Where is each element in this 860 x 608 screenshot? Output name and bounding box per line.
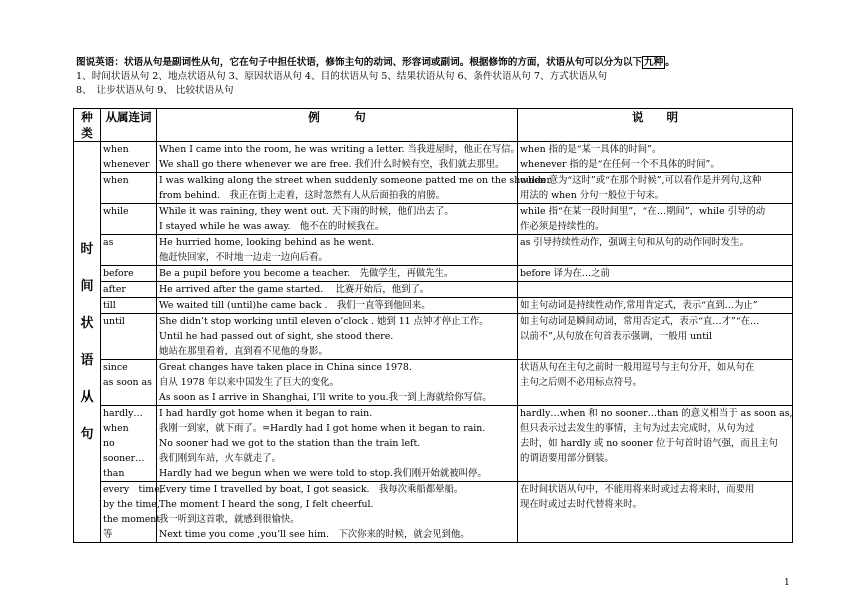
- example-line: 他赶快回家，不时地一边走一边向后看。: [159, 252, 328, 263]
- example-line: We waited till (until)he came back . 我们一直等到他回来。: [159, 300, 431, 311]
- table-row: [74, 235, 793, 266]
- category-cell: [74, 142, 101, 543]
- note-cell: [518, 142, 793, 173]
- note-line: 以前不”,从句放在句首表示强调，一般用 until: [520, 331, 712, 342]
- example-line: While it was raining, they went out. 天下雨的时候，他们出去了。: [159, 206, 454, 217]
- note-line: 状语从句在主句之前时一般用逗号与主句分开，如从句在: [520, 362, 755, 373]
- intro-paragraph: [76, 56, 796, 98]
- note-line: 作必须是持续性的。: [520, 221, 605, 232]
- note-cell: [518, 235, 793, 266]
- example-line: 我刚一到家，就下雨了。=Hardly had I got home when it began to rain.: [159, 423, 486, 434]
- note-line: while 指“在某一段时间里”，“在…期间”，while 引导的动: [520, 206, 766, 217]
- example-line: Hardly had we begun when we were told to stop.我们刚开始就被叫停。: [159, 468, 487, 479]
- table-row: [74, 173, 793, 204]
- example-cell: [157, 406, 518, 482]
- example-line: from behind. 我正在街上走着，这时忽然有人从后面拍我的肩膀。: [159, 190, 446, 201]
- note-line: 现在时或过去时代替将来时。: [520, 499, 642, 510]
- conjunction-line: until: [103, 316, 125, 327]
- intro-boxed-text: 九种: [644, 57, 664, 68]
- page-number: 1: [784, 578, 790, 588]
- note-line: hardly…when 和 no sooner…than 的意义相当于 as soon as,: [520, 408, 793, 419]
- header-example: 例 句: [157, 109, 518, 142]
- note-cell: [518, 173, 793, 204]
- conjunction-cell: [101, 282, 157, 298]
- note-line: 如主句动词是持续性动作,常用肯定式，表示“直到…为止”: [520, 300, 758, 311]
- conjunction-cell: [101, 406, 157, 482]
- table-row: [74, 204, 793, 235]
- conjunction-line: every time,: [103, 484, 163, 495]
- example-line: 自从 1978 年以来中国发生了巨大的变化。: [159, 377, 339, 388]
- conjunction-cell: [101, 314, 157, 360]
- conjunction-line: while: [103, 206, 129, 217]
- category-char: 句: [80, 427, 94, 442]
- note-line: 但只表示过去发生的事情，主句为过去完成时，从句为过: [520, 423, 755, 434]
- table-row: [74, 142, 793, 173]
- note-line: 如主句动词是瞬间动词，常用否定式，表示“直…才”“在…: [520, 316, 760, 327]
- note-cell: [518, 282, 793, 298]
- example-line: As soon as I arrive in Shanghai, I’ll write to you.我一到上海就给你写信。: [159, 392, 492, 403]
- table-body: [74, 142, 793, 543]
- conjunction-line: by the time,: [103, 499, 160, 510]
- note-cell: [518, 266, 793, 282]
- example-line: I had hardly got home when it began to rain.: [159, 408, 373, 419]
- note-cell: [518, 204, 793, 235]
- conjunction-cell: [101, 173, 157, 204]
- conjunction-line: when: [103, 423, 129, 434]
- example-cell: [157, 204, 518, 235]
- table-row: [74, 298, 793, 314]
- note-cell: [518, 406, 793, 482]
- note-line: as 引导持续性动作，强调主句和从句的动作同时发生。: [520, 237, 750, 248]
- example-cell: [157, 173, 551, 204]
- note-cell: [518, 360, 793, 406]
- conjunction-line: whenever: [103, 159, 150, 170]
- category-char: 时: [80, 242, 94, 257]
- conjunction-line: after: [103, 284, 126, 295]
- conjunction-cell: [101, 360, 157, 406]
- note-line: before 译为在…之前: [520, 268, 610, 279]
- example-cell: [157, 235, 518, 266]
- conjunction-line: when: [103, 175, 129, 186]
- example-cell: [157, 482, 518, 543]
- table-row: [74, 406, 793, 482]
- table-header-row: [74, 109, 793, 142]
- example-line: No sooner had we got to the station than the train left.: [159, 438, 421, 449]
- example-cell: [157, 282, 518, 298]
- note-line: 用法的 when 分句一般位于句末。: [520, 190, 665, 201]
- header-category: 种类: [74, 109, 101, 142]
- intro-line-3: 8、 让步状语从句 9、 比较状语从句: [76, 85, 234, 96]
- table-row: [74, 282, 793, 298]
- conjunction-cell: [101, 235, 157, 266]
- example-cell: [157, 266, 518, 282]
- note-cell: [518, 314, 793, 360]
- conjunction-line: as: [103, 237, 114, 248]
- intro-bold-text: 图说英语：状语从句是副词性从句，它在句子中担任状语，修饰主句的动词、形容词或副词。根据修饰的方面，状语从句可以分为以下: [76, 57, 643, 68]
- example-cell: [157, 360, 518, 406]
- example-line: He arrived after the game started. 比赛开始后，他到了。: [159, 284, 430, 295]
- table-row: [74, 266, 793, 282]
- example-line: 她站在那里看着，直到看不见他的身影。: [159, 346, 328, 357]
- example-line: 我一听到这首歌，就感到很愉快。: [159, 514, 300, 525]
- header-note: 说 明: [518, 109, 793, 142]
- note-cell: [518, 482, 793, 543]
- conjunction-cell: [101, 204, 157, 235]
- conjunction-cell: [101, 298, 157, 314]
- example-cell: [157, 142, 518, 173]
- example-line: Every time I travelled by boat, I got seasick. 我每次乘船都晕船。: [159, 484, 464, 495]
- example-line: She didn’t stop working until eleven o’clock . 她到 11 点钟才停止工作。: [159, 316, 489, 327]
- category-char: 间: [80, 279, 94, 294]
- table-row: [74, 482, 793, 543]
- conjunction-cell: [101, 266, 157, 282]
- conjunction-line: till: [103, 300, 116, 311]
- conjunction-line: as soon as: [103, 377, 152, 388]
- conjunction-cell: [101, 482, 163, 543]
- example-line: 我们刚到车站，火车就走了。: [159, 453, 281, 464]
- note-line: 主句之后则不必用标点符号。: [520, 377, 642, 388]
- adverbial-clause-table: [73, 108, 793, 543]
- example-cell: [157, 314, 518, 360]
- conjunction-line: the moment: [103, 514, 161, 525]
- note-line: 在时间状语从句中，不能用将来时或过去将来时，而要用: [520, 484, 755, 495]
- example-line: Next time you come ,you’ll see him. 下次你来的时候，就会见到他。: [159, 529, 470, 540]
- note-line: when 指的是“某一具体的时间”。: [520, 144, 662, 155]
- example-line: Great changes have taken place in China since 1978.: [159, 362, 412, 373]
- intro-line-1: [76, 56, 796, 70]
- note-line: 的谓语要用部分倒装。: [520, 453, 614, 464]
- example-line: When I came into the room, he was writing a letter. 当我进屋时，他正在写信。: [159, 144, 520, 155]
- header-conjunction: 从属连词: [101, 109, 157, 142]
- intro-line-2: 1、时间状语从句 2、地点状语从句 3、原因状语从句 4、目的状语从句 5、结果状语从句 6、条件状语从句 7、方式状语从句: [76, 71, 608, 82]
- conjunction-line: than: [103, 468, 125, 479]
- example-cell: [157, 298, 518, 314]
- conjunction-line: before: [103, 268, 134, 279]
- conjunction-line: no: [103, 438, 115, 449]
- category-char: 从: [80, 390, 94, 405]
- example-line: He hurried home, looking behind as he went.: [159, 237, 375, 248]
- intro-bold-end: 。: [665, 57, 675, 68]
- note-line: whenever 指的是“在任何一个不具体的时间”。: [520, 159, 720, 170]
- conjunction-line: hardly…: [103, 408, 143, 419]
- conjunction-line: since: [103, 362, 128, 373]
- example-line: Until he had passed out of sight, she stood there.: [159, 331, 394, 342]
- conjunction-cell: [101, 142, 157, 173]
- example-line: Be a pupil before you become a teacher. 先做学生，再做先生。: [159, 268, 454, 279]
- example-line: I was walking along the street when suddenly someone patted me on the shoulder: [159, 175, 551, 186]
- category-char: 语: [80, 353, 94, 368]
- table-row: [74, 314, 793, 360]
- example-line: We shall go there whenever we are free. 我们什么时候有空，我们就去那里。: [159, 159, 505, 170]
- note-line: when 意为“这时”或“在那个时候”,可以看作是并列句,这种: [520, 175, 762, 186]
- conjunction-line: 等: [103, 529, 113, 540]
- category-char: 状: [80, 316, 94, 331]
- note-cell: [518, 298, 793, 314]
- conjunction-line: when: [103, 144, 129, 155]
- note-line: 去时，如 hardly 或 no sooner 位于句首时语气强，而且主句: [520, 438, 778, 449]
- conjunction-line: sooner…: [103, 453, 145, 464]
- example-line: I stayed while he was away. 他不在的时候我在。: [159, 221, 385, 232]
- example-line: The moment I heard the song, I felt cheerful.: [159, 499, 374, 510]
- table-row: [74, 360, 793, 406]
